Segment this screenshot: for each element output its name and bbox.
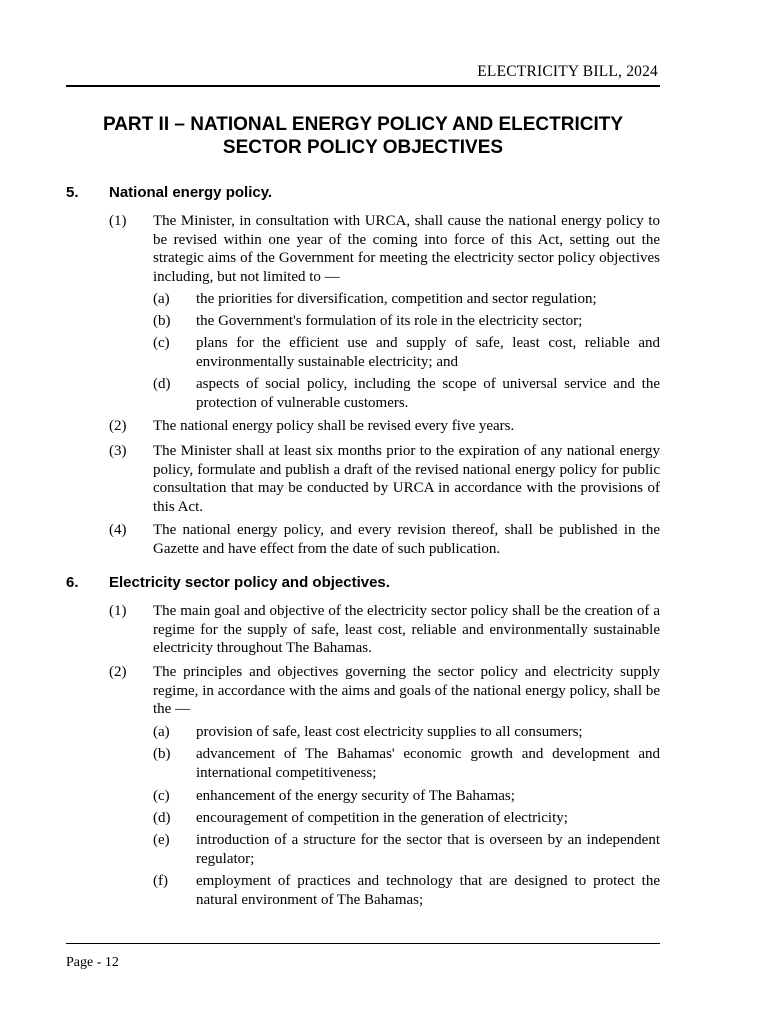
item-label: (b) [153, 746, 171, 762]
paragraph-item [153, 787, 660, 806]
item-text: employment of practices and technology that are designed to protect the natural environment of The Bahamas; [196, 873, 660, 908]
paragraph-item [153, 723, 660, 742]
section-title: Electricity sector policy and objectives. [109, 574, 390, 591]
item-text: introduction of a structure for the sector that is overseen by an independent regulator; [196, 832, 660, 867]
paragraph-item [153, 831, 660, 868]
section-heading [66, 573, 390, 592]
item-text: the priorities for diversification, competition and sector regulation; [196, 291, 597, 307]
subsection-text: The national energy policy, and every revision thereof, shall be published in the Gazette and have effect from the date of such publication. [153, 522, 660, 557]
item-label: (c) [153, 335, 170, 351]
part-title [66, 113, 660, 159]
item-text: encouragement of competition in the generation of electricity; [196, 810, 568, 826]
section-heading [66, 183, 272, 202]
subsection [109, 602, 660, 658]
subsection-label: (2) [109, 664, 127, 680]
item-label: (b) [153, 313, 171, 329]
item-text: aspects of social policy, including the scope of universal service and the protection of vulnerable customers. [196, 376, 660, 411]
section-title: National energy policy. [109, 184, 273, 201]
subsection-text: The principles and objectives governing the sector policy and electricity supply regime, in accordance with the aims and goals of the national energy policy, shall be the — [153, 664, 660, 717]
paragraph-item [153, 312, 660, 331]
subsection-label: (4) [109, 522, 127, 538]
page-header-title: ELECTRICITY BILL, 2024 [477, 63, 658, 80]
footer-rule [66, 943, 660, 944]
paragraph-item [153, 745, 660, 782]
paragraph-item [153, 334, 660, 371]
item-label: (f) [153, 873, 168, 889]
item-label: (e) [153, 832, 170, 848]
paragraph-item [153, 872, 660, 909]
item-label: (a) [153, 724, 170, 740]
paragraph-item [153, 809, 660, 828]
item-text: provision of safe, least cost electricity supplies to all consumers; [196, 724, 583, 740]
subsection-label: (3) [109, 443, 127, 459]
subsection-label: (1) [109, 213, 127, 229]
section-number: 6. [66, 574, 79, 591]
subsection [109, 417, 660, 436]
item-label: (a) [153, 291, 170, 307]
part-title-line1: PART II – NATIONAL ENERGY POLICY AND ELECTRICITY [102, 114, 624, 135]
item-text: advancement of The Bahamas' economic growth and development and international competitiveness; [196, 746, 660, 781]
section-number: 5. [66, 184, 79, 201]
subsection [109, 442, 660, 516]
subsection-label: (2) [109, 418, 127, 434]
subsection [109, 663, 660, 719]
item-label: (d) [153, 376, 171, 392]
part-title-line2: SECTOR POLICY OBJECTIVES [222, 137, 504, 158]
subsection-label: (1) [109, 603, 127, 619]
subsection-text: The Minister, in consultation with URCA, shall cause the national energy policy to be revised within one year of the coming into force of this Act, setting out the strategic aims of the Government for meeting the electricity sector policy objectives including, but not limited to — [153, 213, 660, 285]
paragraph-item [153, 375, 660, 412]
item-label: (c) [153, 788, 170, 804]
item-text: the Government's formulation of its role in the electricity sector; [196, 313, 583, 329]
header-rule [66, 85, 660, 87]
paragraph-item [153, 290, 660, 309]
item-text: plans for the efficient use and supply of safe, least cost, reliable and environmentally sustainable electricity; and [196, 335, 660, 370]
item-label: (d) [153, 810, 171, 826]
subsection-text: The national energy policy shall be revised every five years. [153, 418, 515, 434]
subsection [109, 212, 660, 286]
subsection-text: The Minister shall at least six months prior to the expiration of any national energy policy, formulate and publish a draft of the revised national energy policy for public consultation that may be conducted by URCA in accordance with the provisions of this Act. [153, 443, 660, 515]
subsection-text: The main goal and objective of the electricity sector policy shall be the creation of a regime for the supply of safe, least cost, reliable and environmentally sustainable electricity throughout The Bahamas. [153, 603, 660, 656]
page-number: Page - 12 [66, 955, 119, 970]
subsection [109, 521, 660, 558]
item-text: enhancement of the energy security of The Bahamas; [196, 788, 515, 804]
